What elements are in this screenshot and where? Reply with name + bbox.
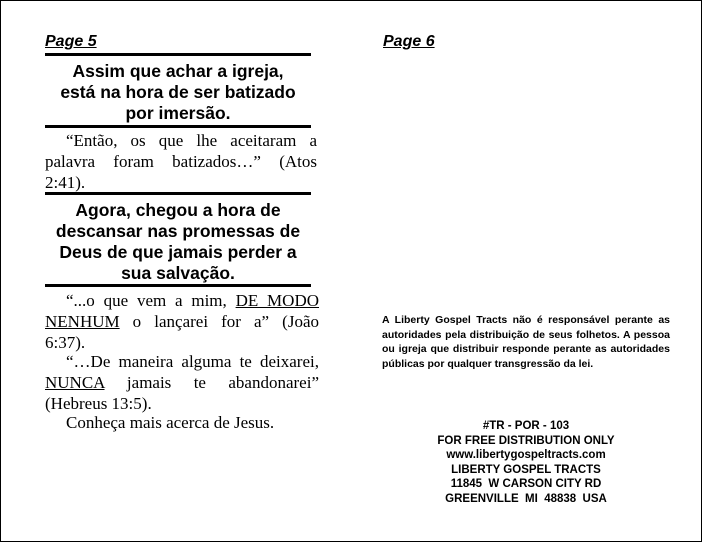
- divider-rule: [45, 53, 311, 56]
- quote-text: jamais te abandonarei” (Hebreus 13:5).: [45, 373, 319, 413]
- heading-line: descansar nas promessas de: [55, 221, 301, 241]
- quote-text: “…De maneira alguma te deixarei,: [66, 352, 319, 371]
- heading-line: Assim que achar a igreja,: [72, 61, 284, 81]
- heading-line: sua salvação.: [121, 263, 235, 283]
- hebrews-quote-paragraph: [45, 351, 319, 414]
- website-text: www.libertygospeltracts.com: [446, 449, 606, 462]
- liability-notice: A Liberty Gospel Tracts não é responsável perante as autoridades pela distribuição de seus folhetos. A pessoa ou igreja que distribuir responde perante as autoridades públicas por qualquer transgressão da lei.: [382, 314, 670, 370]
- tract-code: #TR - POR - 103: [482, 420, 570, 432]
- publisher-name: LIBERTY GOSPEL TRACTS: [451, 463, 601, 476]
- closing-line: Conheça mais acerca de Jesus.: [66, 413, 275, 432]
- divider-rule: [45, 125, 311, 128]
- john-quote-paragraph: [45, 290, 319, 353]
- distribution-note: FOR FREE DISTRIBUTION ONLY: [437, 434, 615, 447]
- street-address: 11845 W CARSON CITY RD: [450, 478, 602, 491]
- emphasis-text: NUNCA: [45, 373, 105, 392]
- city-state-zip: GREENVILLE MI 48838 USA: [445, 492, 607, 505]
- acts-quote-paragraph: “Então, os que lhe aceitaram a palavra foram batizados…” (Atos 2:41).: [45, 131, 317, 192]
- salvation-heading: [45, 200, 311, 284]
- quote-text: o lançarei for a” (João 6:37).: [45, 312, 319, 352]
- baptism-heading: [45, 61, 311, 124]
- emphasis-text: DE MODO NENHUM: [45, 291, 320, 331]
- heading-line: Agora, chegou a hora de: [75, 200, 281, 220]
- page-6-label: Page 6: [383, 33, 435, 50]
- heading-line: por imersão.: [125, 103, 231, 123]
- quote-text: “...o que vem a mim,: [66, 291, 236, 310]
- divider-rule: [45, 192, 311, 195]
- heading-line: está na hora de ser batizado: [60, 82, 296, 102]
- page-5-label: Page 5: [45, 33, 97, 50]
- heading-line: Deus de que jamais perder a: [59, 242, 297, 262]
- publisher-contact-block: [382, 419, 670, 507]
- divider-rule: [45, 284, 311, 287]
